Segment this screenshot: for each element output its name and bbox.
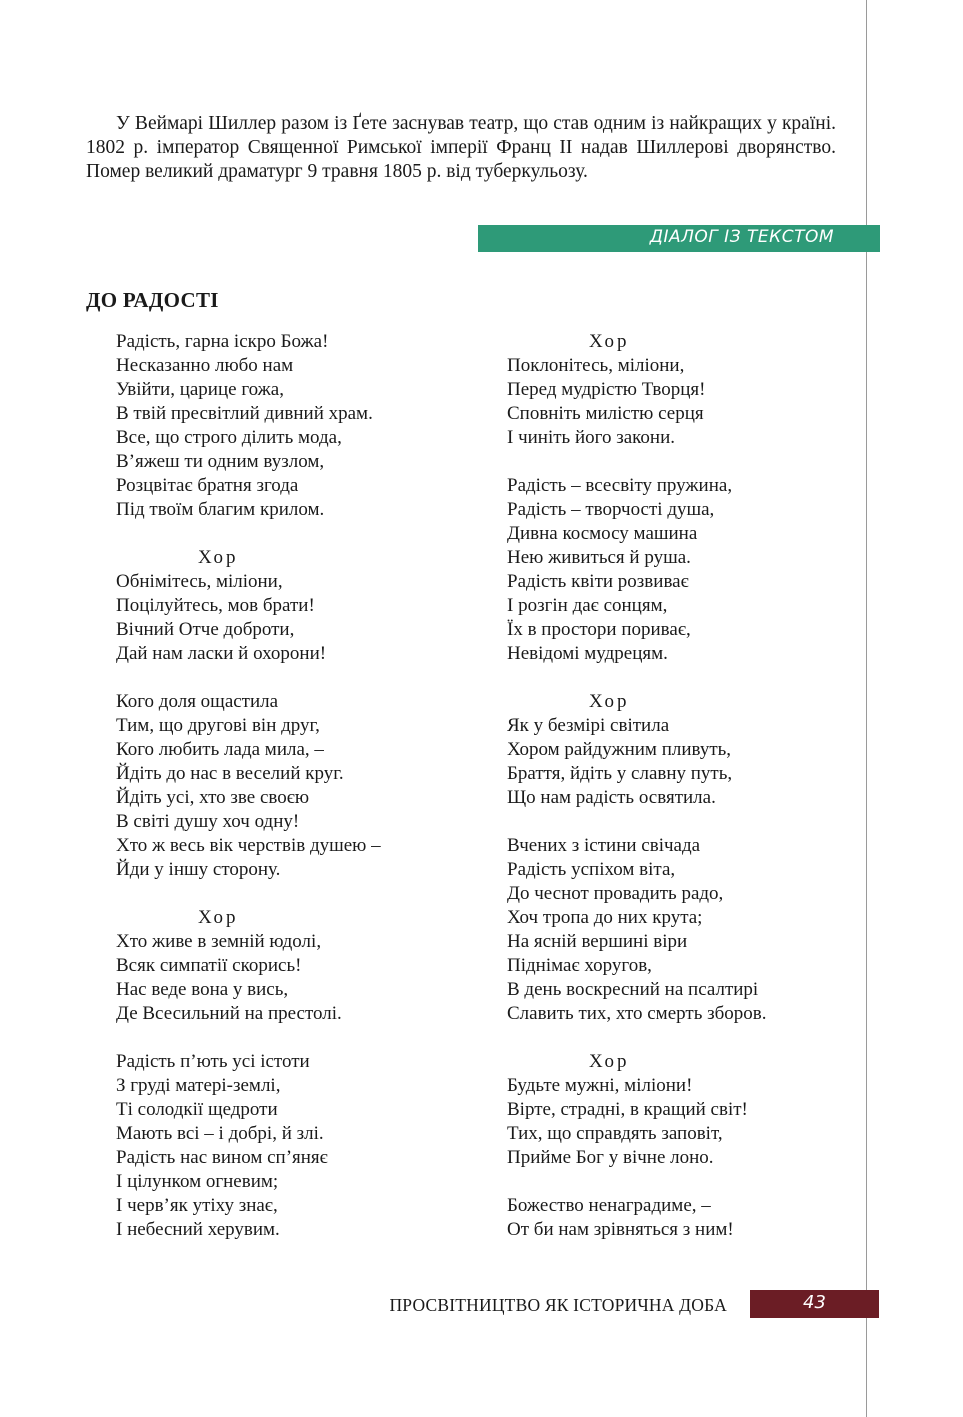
poem-line: І небесний херувим. — [116, 1219, 280, 1240]
page-number: 43 — [803, 1292, 826, 1313]
poem-line: На ясній вершині віри — [507, 931, 688, 952]
poem-line: Сповніть милістю серця — [507, 403, 704, 424]
poem-line: От би нам зрівняться з ним! — [507, 1219, 734, 1240]
poem-line: Радість п’ють усі істоти — [116, 1051, 310, 1072]
stanza-gap — [116, 522, 381, 546]
poem-line: Поклонітесь, міліони, — [507, 355, 685, 376]
chorus-label: Хор — [198, 547, 239, 568]
page-number-box — [750, 1290, 879, 1318]
poem-line: До чеснот провадить радо, — [507, 883, 724, 904]
intro-text — [86, 112, 836, 184]
poem-line: І цілунком огневим; — [116, 1171, 279, 1192]
poem-line: Радість квіти розвиває — [507, 571, 689, 592]
poem-line: Все, що строго ділить мода, — [116, 427, 342, 448]
poem-line: Браття, йдіть у славну путь, — [507, 763, 733, 784]
chorus-label: Хор — [589, 691, 630, 712]
poem-line: Будьте мужні, міліони! — [507, 1075, 693, 1096]
poem-line: І розгін дає сонцям, — [507, 595, 668, 616]
poem-line: Увійти, царице гожа, — [116, 379, 284, 400]
chorus-label: Хор — [198, 907, 239, 928]
poem-title: ДО РАДОСТІ — [86, 288, 219, 312]
poem-line: Обнімітесь, міліони, — [116, 571, 283, 592]
poem-line: Що нам радість освятила. — [507, 787, 716, 808]
poem-line: Нею живиться й руша. — [507, 547, 691, 568]
poem-line: Хто живе в земній юдолі, — [116, 931, 322, 952]
stanza-gap — [507, 1170, 767, 1194]
footer-section-title: ПРОСВІТНИЦТВО ЯК ІСТОРИЧНА ДОБА — [389, 1295, 727, 1315]
poem-line: Радість нас вином сп’яняє — [116, 1147, 328, 1168]
poem-line: Розцвітає братня згода — [116, 475, 299, 496]
banner-label: ДІАЛОГ ІЗ ТЕКСТОМ — [649, 227, 834, 247]
poem-line: Під твоїм благим крилом. — [116, 499, 325, 520]
poem-line: Радість успіхом віта, — [507, 859, 676, 880]
poem-line: Несказанно любо нам — [116, 355, 294, 376]
stanza-gap — [507, 450, 767, 474]
poem-line: Піднімає хоругов, — [507, 955, 652, 976]
poem-line: Мають всі – і добрі, й злі. — [116, 1123, 324, 1144]
poem-line: Їх в простори пориває, — [507, 619, 691, 640]
poem-line: В’яжеш ти одним вузлом, — [116, 451, 325, 472]
poem-line: Хоч тропа до них крута; — [507, 907, 703, 928]
poem-line: В світі душу хоч одну! — [116, 811, 300, 832]
poem-line: В твій пресвітлий дивний храм. — [116, 403, 373, 424]
poem-line: З груді матері-землі, — [116, 1075, 281, 1096]
poem-line: Всяк симпатії скорись! — [116, 955, 302, 976]
poem-line: Славить тих, хто смерть зборов. — [507, 1003, 767, 1024]
poem-line: Кого любить лада мила, – — [116, 739, 324, 760]
poem-line: Йдіть усі, хто зве своєю — [116, 787, 310, 808]
poem-line: Поцілуйтесь, мов брати! — [116, 595, 315, 616]
intro-paragraph: У Веймарі Шиллер разом із Ґете заснував театр, що став одним із найкращих у країні. 1802 р. імператор Священної Римської імперії Франц II надав Шиллерові дворянство. Помер великий драматург 9 травня 1805 р. від туберкульозу. — [86, 113, 836, 182]
stanza-gap — [116, 666, 381, 690]
poem-line: Йдіть до нас в веселий круг. — [116, 763, 344, 784]
poem-left-column — [116, 330, 381, 1242]
poem-line: Радість – творчості душа, — [507, 499, 715, 520]
poem-line: Вічний Отче доброти, — [116, 619, 295, 640]
poem-line: Тим, що другові він друг, — [116, 715, 320, 736]
stanza-gap — [116, 1026, 381, 1050]
poem-line: Нас веде вона у вись, — [116, 979, 289, 1000]
chorus-label: Хор — [589, 331, 630, 352]
poem-line: Радість, гарна іскро Божа! — [116, 331, 329, 352]
poem-line: Вчених з істини свічада — [507, 835, 701, 856]
poem-line: Де Всесильний на престолі. — [116, 1003, 342, 1024]
poem-line: Тих, що справдять заповіт, — [507, 1123, 723, 1144]
poem-line: Прийме Бог у вічне лоно. — [507, 1147, 714, 1168]
poem-line: Як у безмірі світила — [507, 715, 670, 736]
stanza-gap — [116, 882, 381, 906]
section-banner — [478, 225, 880, 252]
poem-line: Дивна космосу машина — [507, 523, 698, 544]
poem-line: Радість – всесвіту пружина, — [507, 475, 733, 496]
poem-line: Божество ненаградиме, – — [507, 1195, 711, 1216]
poem-line: І чиніть його закони. — [507, 427, 675, 448]
poem-right-column — [507, 330, 767, 1242]
stanza-gap — [507, 810, 767, 834]
stanza-gap — [507, 1026, 767, 1050]
poem-line: Хором райдужним пливуть, — [507, 739, 732, 760]
stanza-gap — [507, 666, 767, 690]
poem-line: В день воскресний на псалтирі — [507, 979, 759, 1000]
margin-rule — [866, 0, 867, 1417]
poem-line: Кого доля ощастила — [116, 691, 279, 712]
poem-line: І черв’як утіху знає, — [116, 1195, 278, 1216]
chorus-label: Хор — [589, 1051, 630, 1072]
poem-line: Ті солодкії щедроти — [116, 1099, 278, 1120]
poem-line: Перед мудрістю Творця! — [507, 379, 706, 400]
poem-line: Невідомі мудрецям. — [507, 643, 668, 664]
poem-line: Хто ж весь вік черствів душею – — [116, 835, 381, 856]
poem-line: Вірте, страдні, в кращий світ! — [507, 1099, 748, 1120]
poem-line: Йди у іншу сторону. — [116, 859, 281, 880]
poem-line: Дай нам ласки й охорони! — [116, 643, 327, 664]
